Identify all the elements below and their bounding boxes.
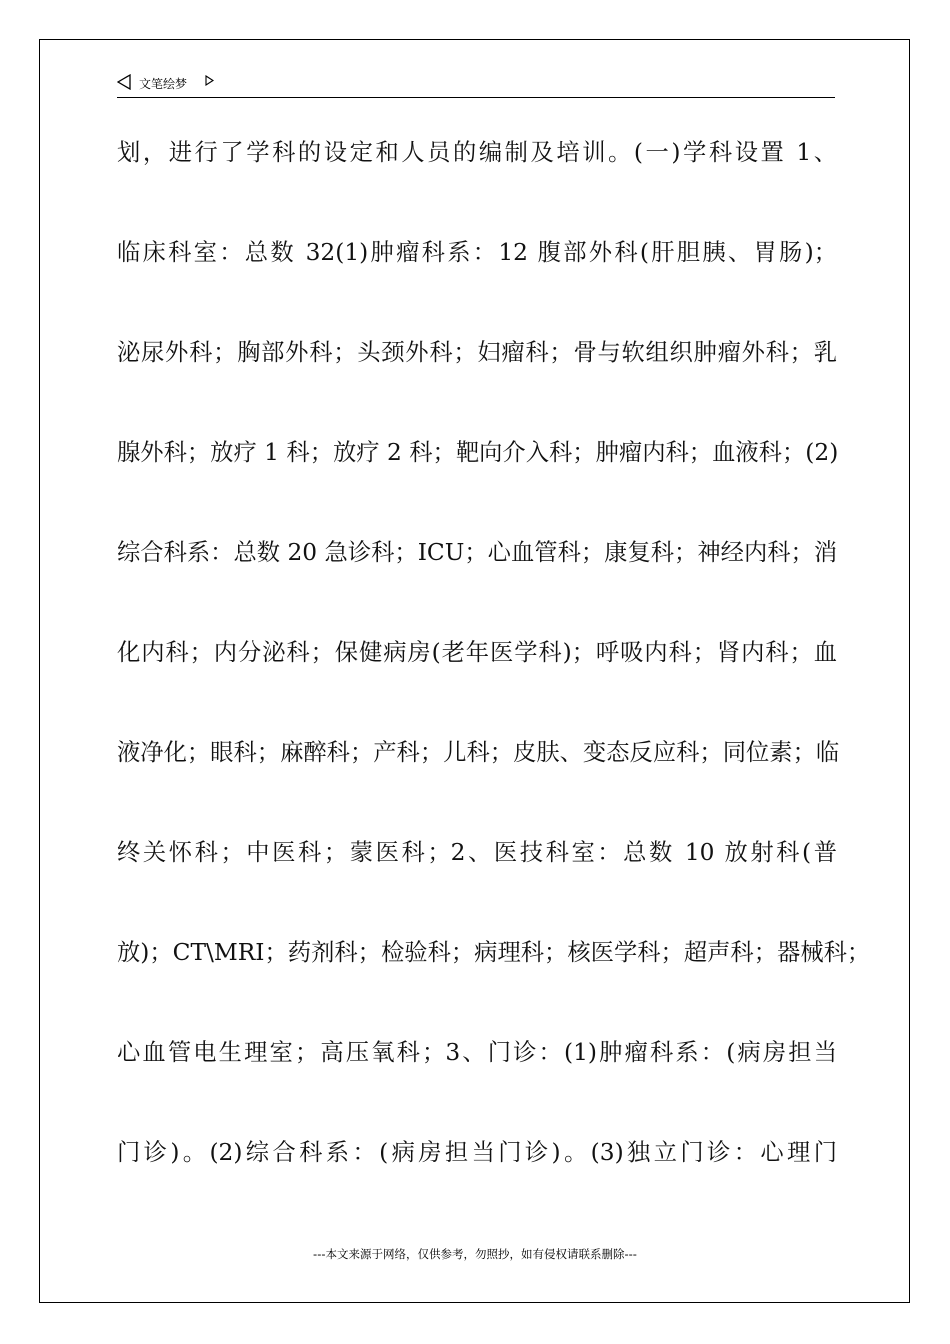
text-line: 临床科室：总数 32(1)肿瘤科系：12 腹部外科(肝胆胰、胃肠)；: [117, 239, 837, 266]
footer-disclaimer: ---本文来源于网络，仅供参考，勿照抄，如有侵权请联系删除---: [313, 1247, 637, 1261]
page-header: [117, 72, 835, 98]
text-line: 液净化；眼科；麻醉科；产科；儿科；皮肤、变态反应科；同位素；临: [117, 739, 840, 766]
text-line: 终关怀科；中医科；蒙医科；2、医技科室：总数 10 放射科(普: [117, 839, 837, 866]
text-line: 门诊)。(2)综合科系：(病房担当门诊)。(3)独立门诊：心理门: [117, 1139, 837, 1166]
right-triangle-icon: [205, 75, 214, 86]
text-line: 化内科；内分泌科；保健病房(老年医学科)；呼吸内科；肾内科；血: [117, 639, 837, 666]
text-line: 划，进行了学科的设定和人员的编制及培训。(一)学科设置 1、: [117, 139, 837, 166]
text-line: 腺外科；放疗 1 科；放疗 2 科；靶向介入科；肿瘤内科；血液科；(2): [117, 439, 839, 466]
document-body: [117, 128, 871, 1228]
text-line: 综合科系：总数 20 急诊科；ICU；心血管科；康复科；神经内科；消: [117, 539, 838, 566]
text-line: 放)；CT\MRI；药剂科；检验科；病理科；核医学科；超声科；器械科；: [117, 939, 871, 966]
left-triangle-icon: [117, 74, 131, 90]
text-line: 泌尿外科；胸部外科；头颈外科；妇瘤科；骨与软组织肿瘤外科；乳: [117, 339, 837, 366]
header-title: 文笔绘梦: [139, 77, 188, 91]
text-line: 心血管电生理室；高压氧科；3、门诊：(1)肿瘤科系：(病房担当: [117, 1039, 837, 1066]
